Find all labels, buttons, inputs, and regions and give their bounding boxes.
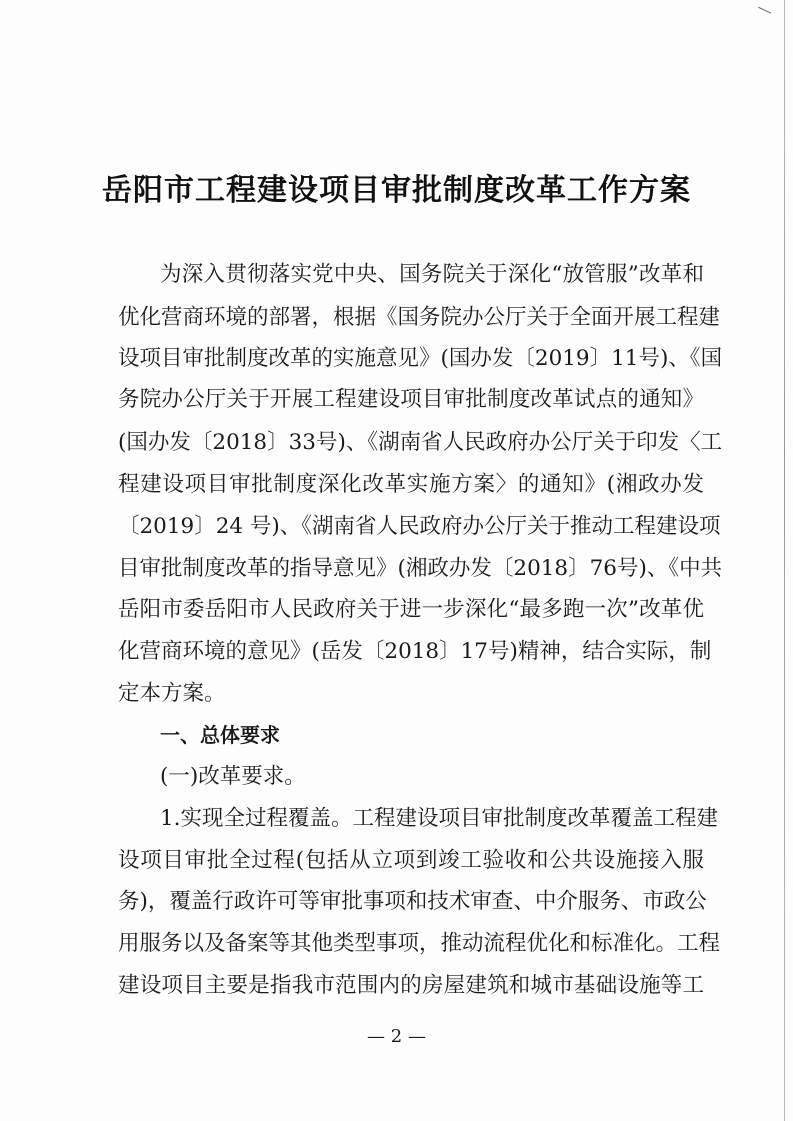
paragraph-line: 岳阳市委岳阳市人民政府关于进一步深化“最多跑一次”改革优 — [118, 597, 704, 622]
paragraph-line: 〔2019〕24 号)、《湖南省人民政府办公厅关于推动工程建设项 — [118, 514, 721, 539]
paragraph-line: 化营商环境的意见》(岳发〔2018〕17号)精神，结合实际，制 — [118, 639, 712, 664]
paragraph-line: 设项目审批制度改革的实施意见》(国办发〔2019〕11号)、《国 — [118, 346, 723, 371]
paragraph-line: 定本方案。 — [118, 681, 226, 706]
section-heading: 一、总体要求 — [160, 723, 280, 747]
paragraph-line: 目审批制度改革的指导意见》(湘政办发〔2018〕76号)、《中共 — [118, 556, 723, 581]
subsection-heading: (一)改革要求。 — [160, 764, 306, 789]
paragraph-line: 为深入贯彻落实党中央、国务院关于深化“放管服”改革和 — [160, 262, 704, 287]
paragraph-line: 优化营商环境的部署，根据《国务院办公厅关于全面开展工程建 — [118, 305, 721, 330]
scan-corner-mark — [758, 1, 774, 13]
body-line: 1.实现全过程覆盖。工程建设项目审批制度改革覆盖工程建 — [160, 806, 719, 831]
body-line: 务)，覆盖行政许可等审批事项和技术审查、中介服务、市政公 — [118, 889, 707, 914]
body-line: 设项目审批全过程(包括从立项到竣工验收和公共设施接入服 — [118, 848, 704, 873]
page-number: — 2 — — [367, 1026, 426, 1047]
document-title: 岳阳市工程建设项目审批制度改革工作方案 — [102, 173, 691, 208]
paragraph-line: 务院办公厅关于开展工程建设项目审批制度改革试点的通知》 — [118, 387, 704, 412]
body-line: 建设项目主要是指我市范围内的房屋建筑和城市基础设施等工 — [118, 973, 704, 998]
paragraph-line: 程建设项目审批制度深化改革实施方案〉的通知》(湘政办发 — [118, 472, 704, 497]
body-line: 用服务以及备案等其他类型事项，推动流程优化和标准化。工程 — [118, 931, 721, 956]
paragraph-line: (国办发〔2018〕33号)、《湖南省人民政府办公厅关于印发〈工 — [118, 430, 723, 455]
